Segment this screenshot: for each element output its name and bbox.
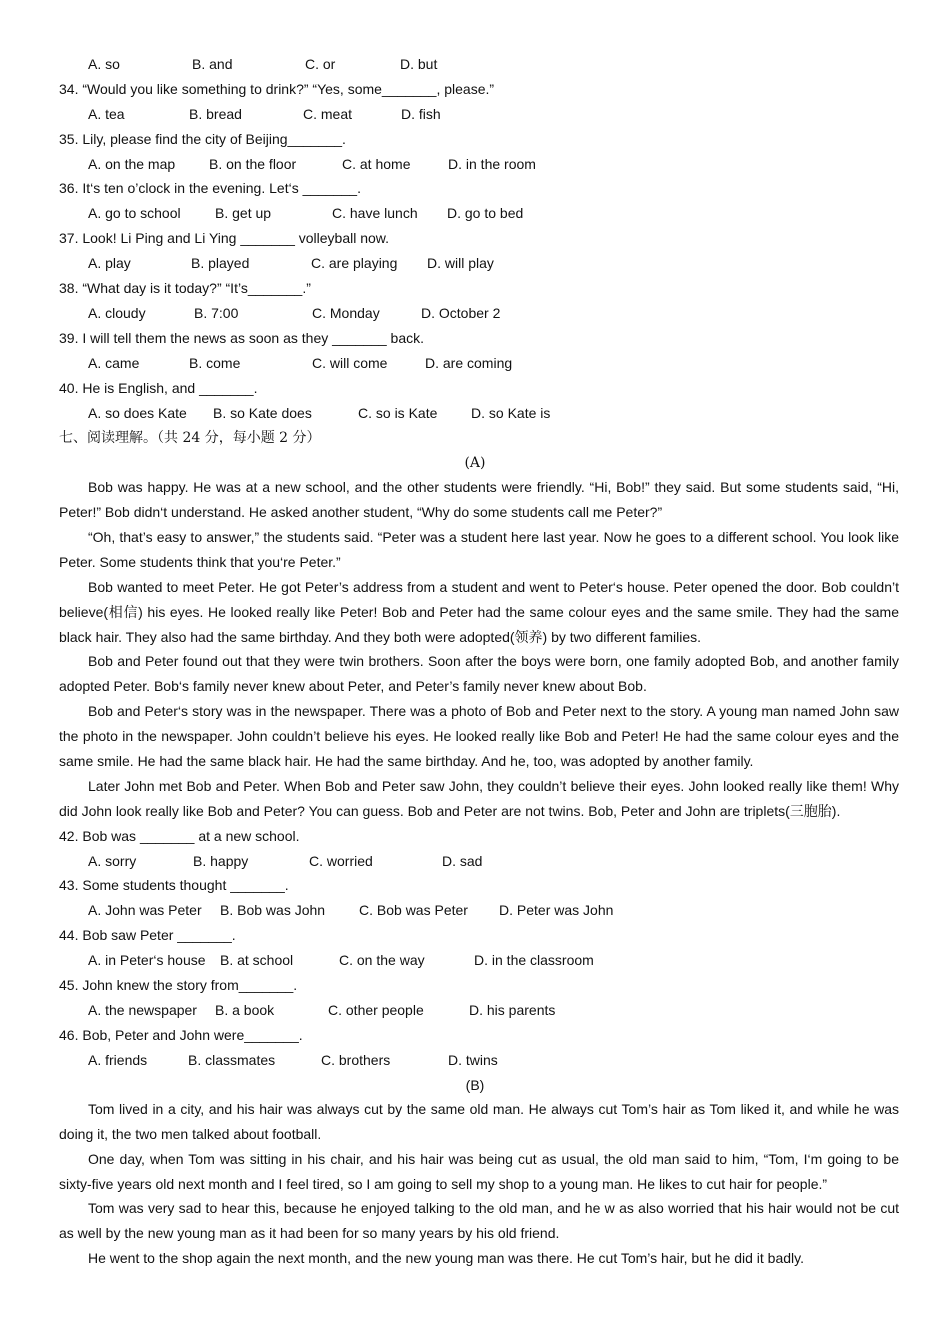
option-c: C. or xyxy=(305,56,336,72)
option-d: D. so Kate is xyxy=(471,405,551,421)
option-c: C. Monday xyxy=(312,305,380,321)
option-a: A. so does Kate xyxy=(88,405,187,421)
option-b: B. 7:00 xyxy=(194,305,239,321)
question-45: 45. John knew the story from_______. xyxy=(59,977,298,993)
option-b: B. played xyxy=(191,255,250,271)
option-a: A. friends xyxy=(88,1052,148,1068)
option-d: D. fish xyxy=(401,106,441,122)
option-d: D. go to bed xyxy=(447,205,524,221)
passage-b-paragraph: One day, when Tom was sitting in his chair, and his hair was being cut as usual, the old man said to him, “Tom, I‘m going to be sixty-five years old next month and I feel tired, so I am going to sell my shop to a young man. He likes to cut hair for people.” xyxy=(59,1151,899,1192)
question-37: 37. Look! Li Ping and Li Ying _______ volleyball now. xyxy=(59,230,390,246)
option-b: B. and xyxy=(192,56,233,72)
passage-a-paragraph: Bob and Peter‘s story was in the newspaper. There was a photo of Bob and Peter next to the story. A young man named John saw the photo in the newspaper. John couldn’t believe his eyes. He looked really like Bob and Peter! He had the same colour eyes and the same smile. He had the same black hair. He had the same birthday. And he, too, was adopted by another family. xyxy=(59,703,899,769)
option-a: A. on the map xyxy=(88,156,176,172)
option-b: B. happy xyxy=(193,853,249,869)
option-b: B. bread xyxy=(189,106,242,122)
passage-a-paragraph: Bob wanted to meet Peter. He got Peter’s address from a student and went to Peter‘s house. Peter opened the door. Bob couldn’t believe(相信) his eyes. He looked really like Peter! Bob and Peter had the same colour eyes and the same smile. They had the same black hair. They also had the same birthday. And they both were adopted(领养) by two different families. xyxy=(59,579,899,645)
option-c: C. Bob was Peter xyxy=(359,902,468,918)
question-36: 36. It‘s ten o’clock in the evening. Let‘s _______. xyxy=(59,180,361,196)
option-a: A. play xyxy=(88,255,131,271)
option-c: C. on the way xyxy=(339,952,425,968)
passage-b-paragraph: He went to the shop again the next month, and the new young man was there. He cut Tom’s hair, but he did it badly. xyxy=(88,1250,804,1266)
option-c: C. have lunch xyxy=(332,205,418,221)
option-d: D. his parents xyxy=(469,1002,556,1018)
option-d: D. October 2 xyxy=(421,305,501,321)
option-a: A. cloudy xyxy=(88,305,146,321)
passage-b-paragraph: Tom was very sad to hear this, because he enjoyed talking to the old man, and he w as also worried that his hair would not be cut as well by the new young man as it had been for so many years by his old friend. xyxy=(59,1200,899,1241)
option-a: A. the newspaper xyxy=(88,1002,197,1018)
passage-b-label: (B) xyxy=(465,1077,485,1093)
option-c: C. are playing xyxy=(311,255,398,271)
option-b: B. Bob was John xyxy=(220,902,326,918)
passage-a-label: (A) xyxy=(464,455,486,471)
section-heading: 七、阅读理解。（共 24 分，每小题 2 分） xyxy=(59,430,321,446)
option-b: B. at school xyxy=(220,952,294,968)
option-b: B. come xyxy=(189,355,241,371)
option-b: B. classmates xyxy=(188,1052,276,1068)
question-38: 38. “What day is it today?” “It’s_______.” xyxy=(59,280,311,296)
option-d: D. will play xyxy=(427,255,494,271)
option-d: D. sad xyxy=(442,853,483,869)
option-a: A. in Peter‘s house xyxy=(88,952,206,968)
option-a: A. came xyxy=(88,355,140,371)
option-d: D. in the classroom xyxy=(474,952,594,968)
option-d: D. in the room xyxy=(448,156,536,172)
passage-a-paragraph: Bob and Peter found out that they were twin brothers. Soon after the boys were born, one family adopted Bob, and another family adopted Peter. Bob‘s family never knew about Peter, and Peter’s family never knew about Bob. xyxy=(59,653,899,694)
option-b: B. on the floor xyxy=(209,156,297,172)
option-a: A. John was Peter xyxy=(88,902,202,918)
option-d: D. are coming xyxy=(425,355,513,371)
question-39: 39. I will tell them the news as soon as they _______ back. xyxy=(59,330,424,346)
option-c: C. other people xyxy=(328,1002,424,1018)
question-34: 34. “Would you like something to drink?” “Yes, some_______, please.” xyxy=(59,81,495,97)
option-c: C. at home xyxy=(342,156,411,172)
option-c: C. so is Kate xyxy=(358,405,438,421)
passage-b-paragraph: Tom lived in a city, and his hair was always cut by the same old man. He always cut Tom’s hair as Tom liked it, and while he was doing it, the two men talked about football. xyxy=(59,1101,899,1142)
option-d: D. Peter was John xyxy=(499,902,614,918)
passage-a-paragraph: Later John met Bob and Peter. When Bob and Peter saw John, they couldn’t believe their eyes. John looked really like them! Why did John look really like Bob and Peter? You can guess. Bob and Peter are not twins. Bob, Peter and John are triplets(三胞胎). xyxy=(59,778,899,819)
question-46: 46. Bob, Peter and John were_______. xyxy=(59,1027,303,1043)
question-40: 40. He is English, and _______. xyxy=(59,380,258,396)
question-44: 44. Bob saw Peter _______. xyxy=(59,927,236,943)
option-c: C. worried xyxy=(309,853,373,869)
option-a: A. so xyxy=(88,56,120,72)
passage-a-paragraph: Bob was happy. He was at a new school, and the other students were friendly. “Hi, Bob!” they said. But some students said, “Hi, Peter!” Bob didn‘t understand. He asked another student, “Why do some students call me Peter?” xyxy=(59,479,899,520)
option-d: D. twins xyxy=(448,1052,498,1068)
question-42: 42. Bob was _______ at a new school. xyxy=(59,828,300,844)
passage-a-paragraph: “Oh, that’s easy to answer,” the students said. “Peter was a student here last year. Now he goes to a different school. You look like Peter. Some students think that you‘re Peter.” xyxy=(59,529,899,570)
question-35: 35. Lily, please find the city of Beijing_______. xyxy=(59,131,346,147)
question-43: 43. Some students thought _______. xyxy=(59,877,289,893)
option-b: B. a book xyxy=(215,1002,275,1018)
option-c: C. will come xyxy=(312,355,388,371)
option-c: C. meat xyxy=(303,106,353,122)
option-a: A. sorry xyxy=(88,853,137,869)
option-c: C. brothers xyxy=(321,1052,391,1068)
option-d: D. but xyxy=(400,56,438,72)
option-a: A. tea xyxy=(88,106,125,122)
option-b: B. get up xyxy=(215,205,272,221)
option-a: A. go to school xyxy=(88,205,181,221)
option-b: B. so Kate does xyxy=(213,405,312,421)
